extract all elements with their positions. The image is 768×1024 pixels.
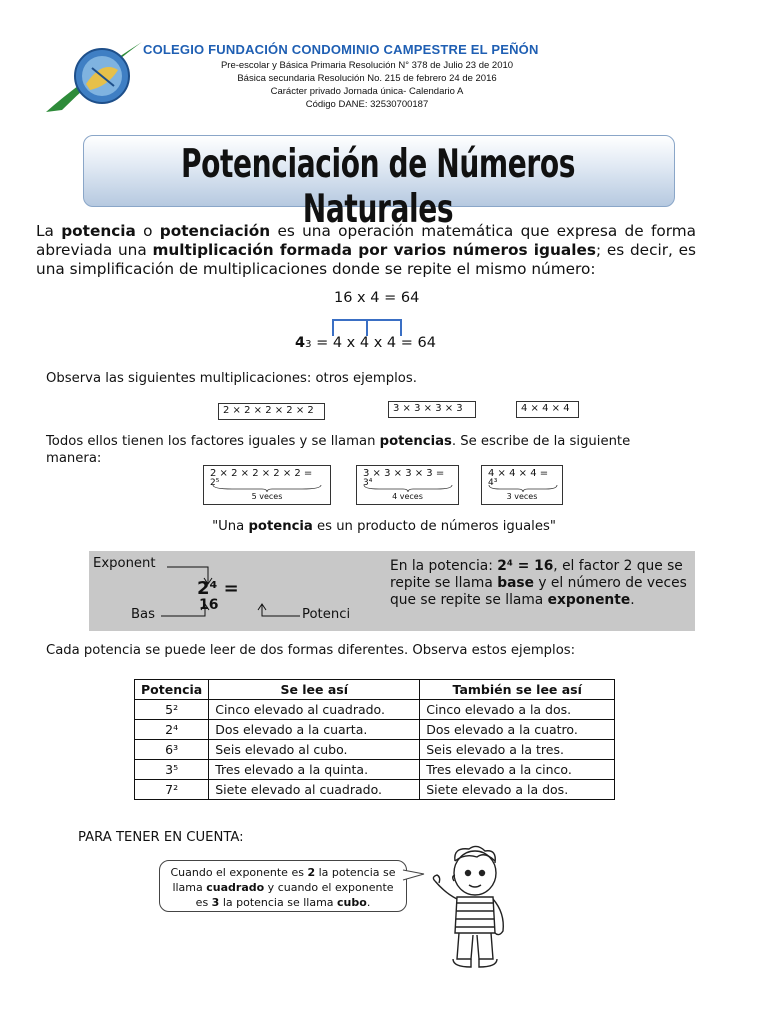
definition-quote: "Una potencia es un producto de números iguales": [212, 519, 556, 534]
readings-table: [134, 679, 615, 800]
table-cell: Siete elevado a la dos.: [420, 780, 615, 800]
header-line-4: Código DANE: 32530700187: [305, 99, 429, 110]
table-cell: Dos elevado a la cuatro.: [420, 720, 615, 740]
header-line-2: Básica secundaria Resolución No. 215 de febrero 24 de 2016: [237, 73, 497, 84]
intro-paragraph: La potencia o potenciación es una operación matemática que expresa de forma abreviada una multiplicación formada por varios números iguales; es decir, es una simplificación de multiplicaciones donde se repite el mismo número:: [36, 222, 696, 278]
table-cell: Cinco elevado al cuadrado.: [209, 700, 420, 720]
boy-illustration-icon: [425, 843, 520, 973]
power-box-expr: 4 × 4 × 4 =: [488, 468, 549, 479]
table-header: También se lee así: [420, 680, 615, 700]
table-cell: 5²: [135, 700, 209, 720]
power-box-1: [203, 465, 331, 505]
table-cell: Dos elevado a la cuarta.: [209, 720, 420, 740]
table-cell: 7²: [135, 780, 209, 800]
observe-text: Observa las siguientes multiplicaciones: otros ejemplos.: [46, 371, 417, 386]
cada-text: Cada potencia se puede leer de dos formas diferentes. Observa estos ejemplos:: [46, 643, 576, 658]
power-box-count: 5 veces: [251, 492, 283, 501]
power-box-3: [481, 465, 563, 505]
bubble-tail-icon: [402, 868, 426, 884]
example-equation-1: 16 x 4 = 64: [334, 290, 420, 306]
power-box-count: 4 veces: [392, 492, 423, 501]
speech-bubble: Cuando el exponente es 2 la potencia se llama cuadrado y cuando el exponente es 3 la potencia se llama cubo.: [159, 860, 407, 912]
note-title: PARA TENER EN CUENTA:: [78, 830, 244, 845]
table-cell: Siete elevado al cuadrado.: [209, 780, 420, 800]
table-cell: 6³: [135, 740, 209, 760]
power-arrow-icon: [255, 603, 301, 621]
explanation-text: En la potencia: 2⁴ = 16, el factor 2 que se repite se llama base y el número de veces que se repite se llama exponente.: [390, 558, 687, 608]
power-box-expr: 3 × 3 × 3 × 3 =: [363, 468, 445, 479]
exponent-label: Exponent: [93, 556, 156, 571]
power-box-power: 4³: [488, 478, 498, 488]
power-formula-result: 16: [199, 597, 219, 613]
table-row: [135, 700, 615, 720]
power-box-power: 2⁵: [210, 478, 220, 488]
table-cell: 3⁵: [135, 760, 209, 780]
todos-paragraph: Todos ellos tienen los factores iguales y se llaman potencias. Se escribe de la siguiente manera:: [46, 434, 631, 466]
school-logo: [42, 40, 147, 115]
base-arrow-icon: [160, 603, 210, 621]
table-cell: Cinco elevado a la dos.: [420, 700, 615, 720]
table-header: Se lee así: [209, 680, 420, 700]
brace-icon: [363, 484, 453, 492]
table-header: Potencia: [135, 680, 209, 700]
header-line-3: Carácter privado Jornada única- Calendario A: [270, 86, 464, 97]
header-line-1: Pre-escolar y Básica Primaria Resolución N° 378 de Julio 23 de 2010: [220, 60, 514, 71]
power-box-power: 3⁴: [363, 478, 373, 488]
power-formula-text: 2⁴ =: [197, 578, 239, 599]
table-cell: Tres elevado a la cinco.: [420, 760, 615, 780]
power-box-count: 3 veces: [506, 492, 538, 501]
brace-icon: [488, 484, 558, 492]
page-title: Potenciación de Números Naturales: [180, 142, 576, 232]
base-label: Bas: [131, 607, 155, 622]
school-name: COLEGIO FUNDACIÓN CONDOMINIO CAMPESTRE EL PEÑÓN: [143, 42, 539, 57]
table-header-row: [135, 680, 615, 700]
table-cell: Tres elevado a la quinta.: [209, 760, 420, 780]
power-label: Potenci: [302, 607, 351, 622]
brace-icon: [212, 484, 322, 492]
power-box-2: [356, 465, 459, 505]
mult-box-1: 2 × 2 × 2 × 2 × 2: [218, 403, 325, 420]
table-cell: Seis elevado a la tres.: [420, 740, 615, 760]
table-row: [135, 780, 615, 800]
table-row: [135, 720, 615, 740]
table-row: [135, 760, 615, 780]
mult-box-2: 3 × 3 × 3 × 3: [388, 401, 476, 418]
table-cell: Seis elevado al cubo.: [209, 740, 420, 760]
example-equation-2: 43 = 4 x 4 x 4 = 64: [295, 335, 436, 351]
power-box-expr: 2 × 2 × 2 × 2 × 2 =: [210, 468, 313, 479]
mult-box-3: 4 × 4 × 4: [516, 401, 579, 418]
table-cell: 2⁴: [135, 720, 209, 740]
table-row: [135, 740, 615, 760]
